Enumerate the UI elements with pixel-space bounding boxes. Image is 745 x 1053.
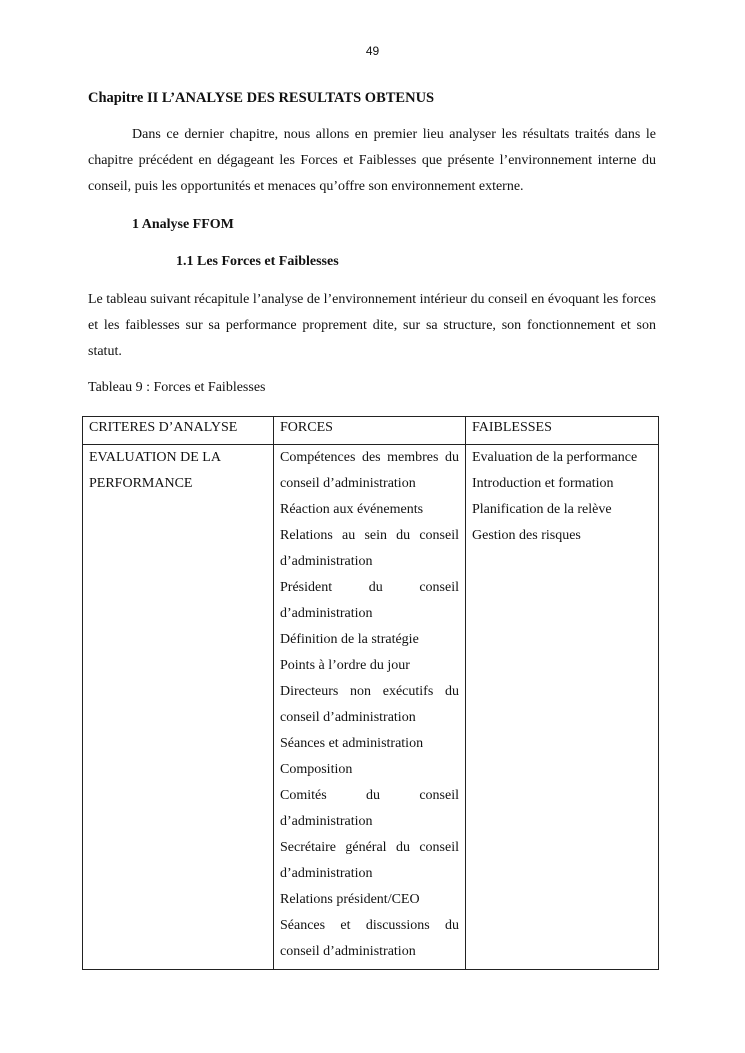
faiblesses-cell (466, 445, 659, 970)
criteria-cell: EVALUATION DE LA PERFORMANCE (83, 445, 274, 970)
force-item: Directeurs non exécutifs du conseil d’administration (280, 684, 459, 725)
force-item: Composition (280, 762, 353, 777)
intro-paragraph: Dans ce dernier chapitre, nous allons en premier lieu analyser les résultats traités dans le chapitre précédent en dégageant les Forces et Faiblesses que présente l’environnement interne du conseil, puis les opportunités et menaces qu’offre son environnement externe. (88, 127, 656, 194)
table-row (83, 445, 659, 970)
header-faiblesses: FAIBLESSES (466, 417, 659, 445)
summary-paragraph: Le tableau suivant récapitule l’analyse de l’environnement intérieur du conseil en évoquant les forces et les faiblesses sur sa performance proprement dite, sur sa structure, son fonctionnement et son statut. (88, 292, 656, 359)
weakness-item: Gestion des risques (472, 528, 581, 543)
table-header-row (83, 417, 659, 445)
force-item: Secrétaire général du conseil d’administration (280, 840, 459, 881)
force-item: Relations au sein du conseil d’administration (280, 528, 459, 569)
force-item: Séances et discussions du conseil d’administration (280, 918, 459, 959)
weakness-item: Evaluation de la performance (472, 450, 638, 465)
force-item: Compétences des membres du conseil d’administration (280, 450, 459, 491)
force-item: Comités du conseil d’administration (280, 788, 459, 829)
section-heading: 1 Analyse FFOM (132, 217, 234, 232)
force-item: Réaction aux événements (280, 502, 424, 517)
table-caption: Tableau 9 : Forces et Faiblesses (88, 380, 266, 395)
weakness-item: Planification de la relève (472, 502, 612, 517)
page-number: 49 (365, 44, 380, 58)
force-item: Séances et administration (280, 736, 424, 751)
header-criteres: CRITERES D’ANALYSE (83, 417, 274, 445)
chapter-title: Chapitre II L’ANALYSE DES RESULTATS OBTENUS (88, 90, 435, 106)
weakness-item: Introduction et formation (472, 476, 614, 491)
force-item: Points à l’ordre du jour (280, 658, 410, 673)
document-body (88, 85, 656, 415)
subsection-heading: 1.1 Les Forces et Faiblesses (176, 254, 339, 269)
forces-cell (274, 445, 466, 970)
force-item: Définition de la stratégie (280, 632, 419, 647)
force-item: Président du conseil d’administration (280, 580, 459, 621)
force-item: Relations président/CEO (280, 892, 420, 907)
header-forces: FORCES (274, 417, 466, 445)
forces-faiblesses-table (82, 416, 659, 970)
